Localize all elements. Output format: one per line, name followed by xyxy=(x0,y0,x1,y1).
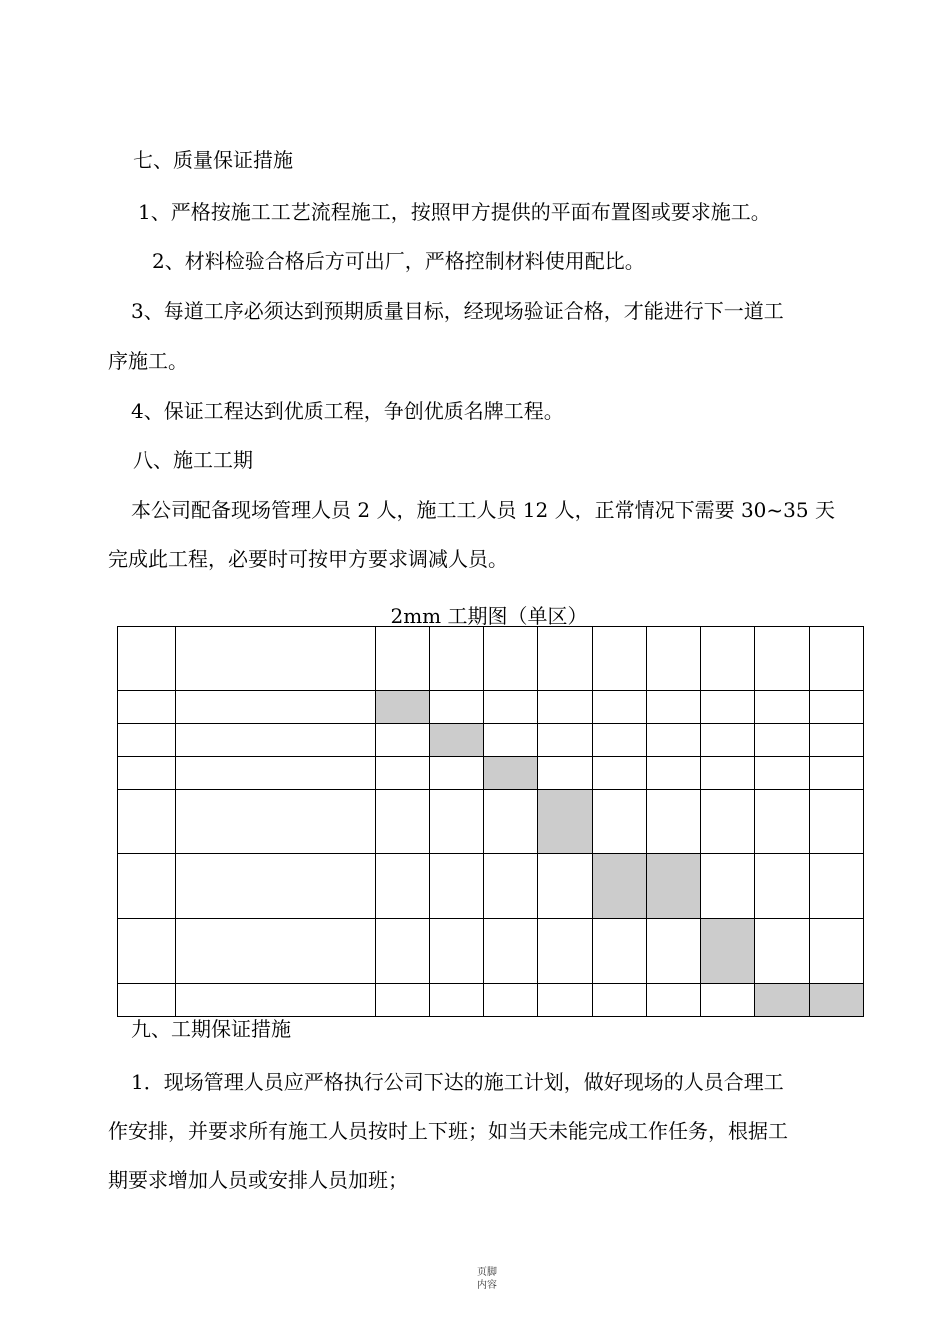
section9-item1-line1: 1．现场管理人员应严格执行公司下达的施工计划，做好现场的人员合理工 xyxy=(131,1070,784,1094)
gantt-time-cell xyxy=(755,790,810,854)
gantt-time-cell xyxy=(810,790,864,854)
gantt-bar-cell xyxy=(755,984,810,1017)
gantt-time-cell xyxy=(647,691,701,724)
gantt-index-cell xyxy=(118,854,176,919)
gantt-time-cell xyxy=(647,790,701,854)
section8-heading: 八、施工工期 xyxy=(133,448,253,472)
section7-item4: 4、保证工程达到优质工程，争创优质名牌工程。 xyxy=(131,399,564,423)
gantt-time-cell xyxy=(593,984,647,1017)
gantt-time-cell xyxy=(755,627,810,691)
gantt-time-cell xyxy=(593,757,647,790)
gantt-time-cell xyxy=(701,984,755,1017)
section7-item3-line2: 序施工。 xyxy=(108,349,188,373)
gantt-bar-cell xyxy=(810,984,864,1017)
gantt-time-cell xyxy=(647,627,701,691)
gantt-table xyxy=(117,626,864,1017)
gantt-row xyxy=(118,627,864,691)
gantt-time-cell xyxy=(484,919,538,984)
gantt-time-cell xyxy=(701,724,755,757)
section7-heading: 七、质量保证措施 xyxy=(133,148,293,172)
gantt-index-cell xyxy=(118,757,176,790)
gantt-time-cell xyxy=(593,919,647,984)
gantt-time-cell xyxy=(701,627,755,691)
section9-item1-line2: 作安排，并要求所有施工人员按时上下班；如当天未能完成工作任务，根据工 xyxy=(108,1119,788,1143)
gantt-task-cell xyxy=(176,691,376,724)
gantt-time-cell xyxy=(538,691,593,724)
gantt-time-cell xyxy=(376,724,430,757)
gantt-time-cell xyxy=(701,790,755,854)
gantt-bar-cell xyxy=(430,724,484,757)
gantt-time-cell xyxy=(376,757,430,790)
gantt-index-cell xyxy=(118,919,176,984)
gantt-row xyxy=(118,757,864,790)
gantt-task-cell xyxy=(176,984,376,1017)
gantt-time-cell xyxy=(538,724,593,757)
gantt-task-cell xyxy=(176,790,376,854)
gantt-caption: 2mm 工期图（单区） xyxy=(390,604,588,628)
gantt-time-cell xyxy=(538,984,593,1017)
gantt-index-cell xyxy=(118,724,176,757)
gantt-time-cell xyxy=(810,757,864,790)
gantt-time-cell xyxy=(810,724,864,757)
gantt-time-cell xyxy=(755,757,810,790)
gantt-time-cell xyxy=(430,919,484,984)
gantt-task-cell xyxy=(176,627,376,691)
gantt-time-cell xyxy=(376,919,430,984)
gantt-task-cell xyxy=(176,757,376,790)
gantt-time-cell xyxy=(484,790,538,854)
gantt-time-cell xyxy=(701,854,755,919)
gantt-time-cell xyxy=(430,757,484,790)
gantt-row xyxy=(118,790,864,854)
gantt-time-cell xyxy=(538,757,593,790)
gantt-row xyxy=(118,691,864,724)
gantt-time-cell xyxy=(593,790,647,854)
section9-item1-line3: 期要求增加人员或安排人员加班； xyxy=(108,1168,408,1192)
gantt-time-cell xyxy=(484,984,538,1017)
gantt-time-cell xyxy=(430,984,484,1017)
gantt-bar-cell xyxy=(376,691,430,724)
gantt-bar-cell xyxy=(484,757,538,790)
footer-line1: 页脚 xyxy=(477,1267,497,1278)
section7-item1: 1、严格按施工工艺流程施工，按照甲方提供的平面布置图或要求施工。 xyxy=(138,200,771,224)
gantt-time-cell xyxy=(647,757,701,790)
gantt-time-cell xyxy=(430,691,484,724)
gantt-task-cell xyxy=(176,919,376,984)
gantt-time-cell xyxy=(755,724,810,757)
gantt-bar-cell xyxy=(593,854,647,919)
section7-item2: 2、材料检验合格后方可出厂，严格控制材料使用配比。 xyxy=(152,249,645,273)
gantt-index-cell xyxy=(118,691,176,724)
gantt-time-cell xyxy=(430,854,484,919)
gantt-time-cell xyxy=(810,854,864,919)
gantt-bar-cell xyxy=(647,854,701,919)
gantt-time-cell xyxy=(376,984,430,1017)
gantt-row xyxy=(118,919,864,984)
gantt-time-cell xyxy=(538,627,593,691)
gantt-bar-cell xyxy=(701,919,755,984)
gantt-time-cell xyxy=(810,691,864,724)
gantt-time-cell xyxy=(484,691,538,724)
gantt-time-cell xyxy=(593,691,647,724)
section7-item3-line1: 3、每道工序必须达到预期质量目标，经现场验证合格，才能进行下一道工 xyxy=(131,299,784,323)
gantt-bar-cell xyxy=(538,790,593,854)
gantt-time-cell xyxy=(376,790,430,854)
gantt-time-cell xyxy=(647,724,701,757)
gantt-time-cell xyxy=(484,627,538,691)
gantt-time-cell xyxy=(430,627,484,691)
gantt-index-cell xyxy=(118,984,176,1017)
gantt-time-cell xyxy=(647,984,701,1017)
gantt-time-cell xyxy=(810,627,864,691)
gantt-time-cell xyxy=(430,790,484,854)
section8-para-line1: 本公司配备现场管理人员 2 人，施工工人员 12 人，正常情况下需要 30~35 天 xyxy=(131,498,835,522)
gantt-index-cell xyxy=(118,790,176,854)
gantt-row xyxy=(118,724,864,757)
gantt-time-cell xyxy=(593,627,647,691)
gantt-time-cell xyxy=(755,919,810,984)
gantt-task-cell xyxy=(176,724,376,757)
gantt-time-cell xyxy=(376,627,430,691)
gantt-body xyxy=(118,627,864,1017)
gantt-time-cell xyxy=(376,854,430,919)
gantt-task-cell xyxy=(176,854,376,919)
gantt-row xyxy=(118,854,864,919)
gantt-time-cell xyxy=(484,724,538,757)
section9-heading: 九、工期保证措施 xyxy=(131,1017,291,1041)
gantt-time-cell xyxy=(593,724,647,757)
gantt-time-cell xyxy=(755,691,810,724)
gantt-time-cell xyxy=(647,919,701,984)
gantt-index-cell xyxy=(118,627,176,691)
gantt-time-cell xyxy=(701,691,755,724)
gantt-time-cell xyxy=(538,854,593,919)
gantt-row xyxy=(118,984,864,1017)
gantt-time-cell xyxy=(538,919,593,984)
gantt-time-cell xyxy=(701,757,755,790)
gantt-time-cell xyxy=(810,919,864,984)
gantt-time-cell xyxy=(484,854,538,919)
footer-line2: 内容 xyxy=(477,1280,497,1291)
gantt-time-cell xyxy=(755,854,810,919)
section8-para-line2: 完成此工程，必要时可按甲方要求调减人员。 xyxy=(108,547,508,571)
